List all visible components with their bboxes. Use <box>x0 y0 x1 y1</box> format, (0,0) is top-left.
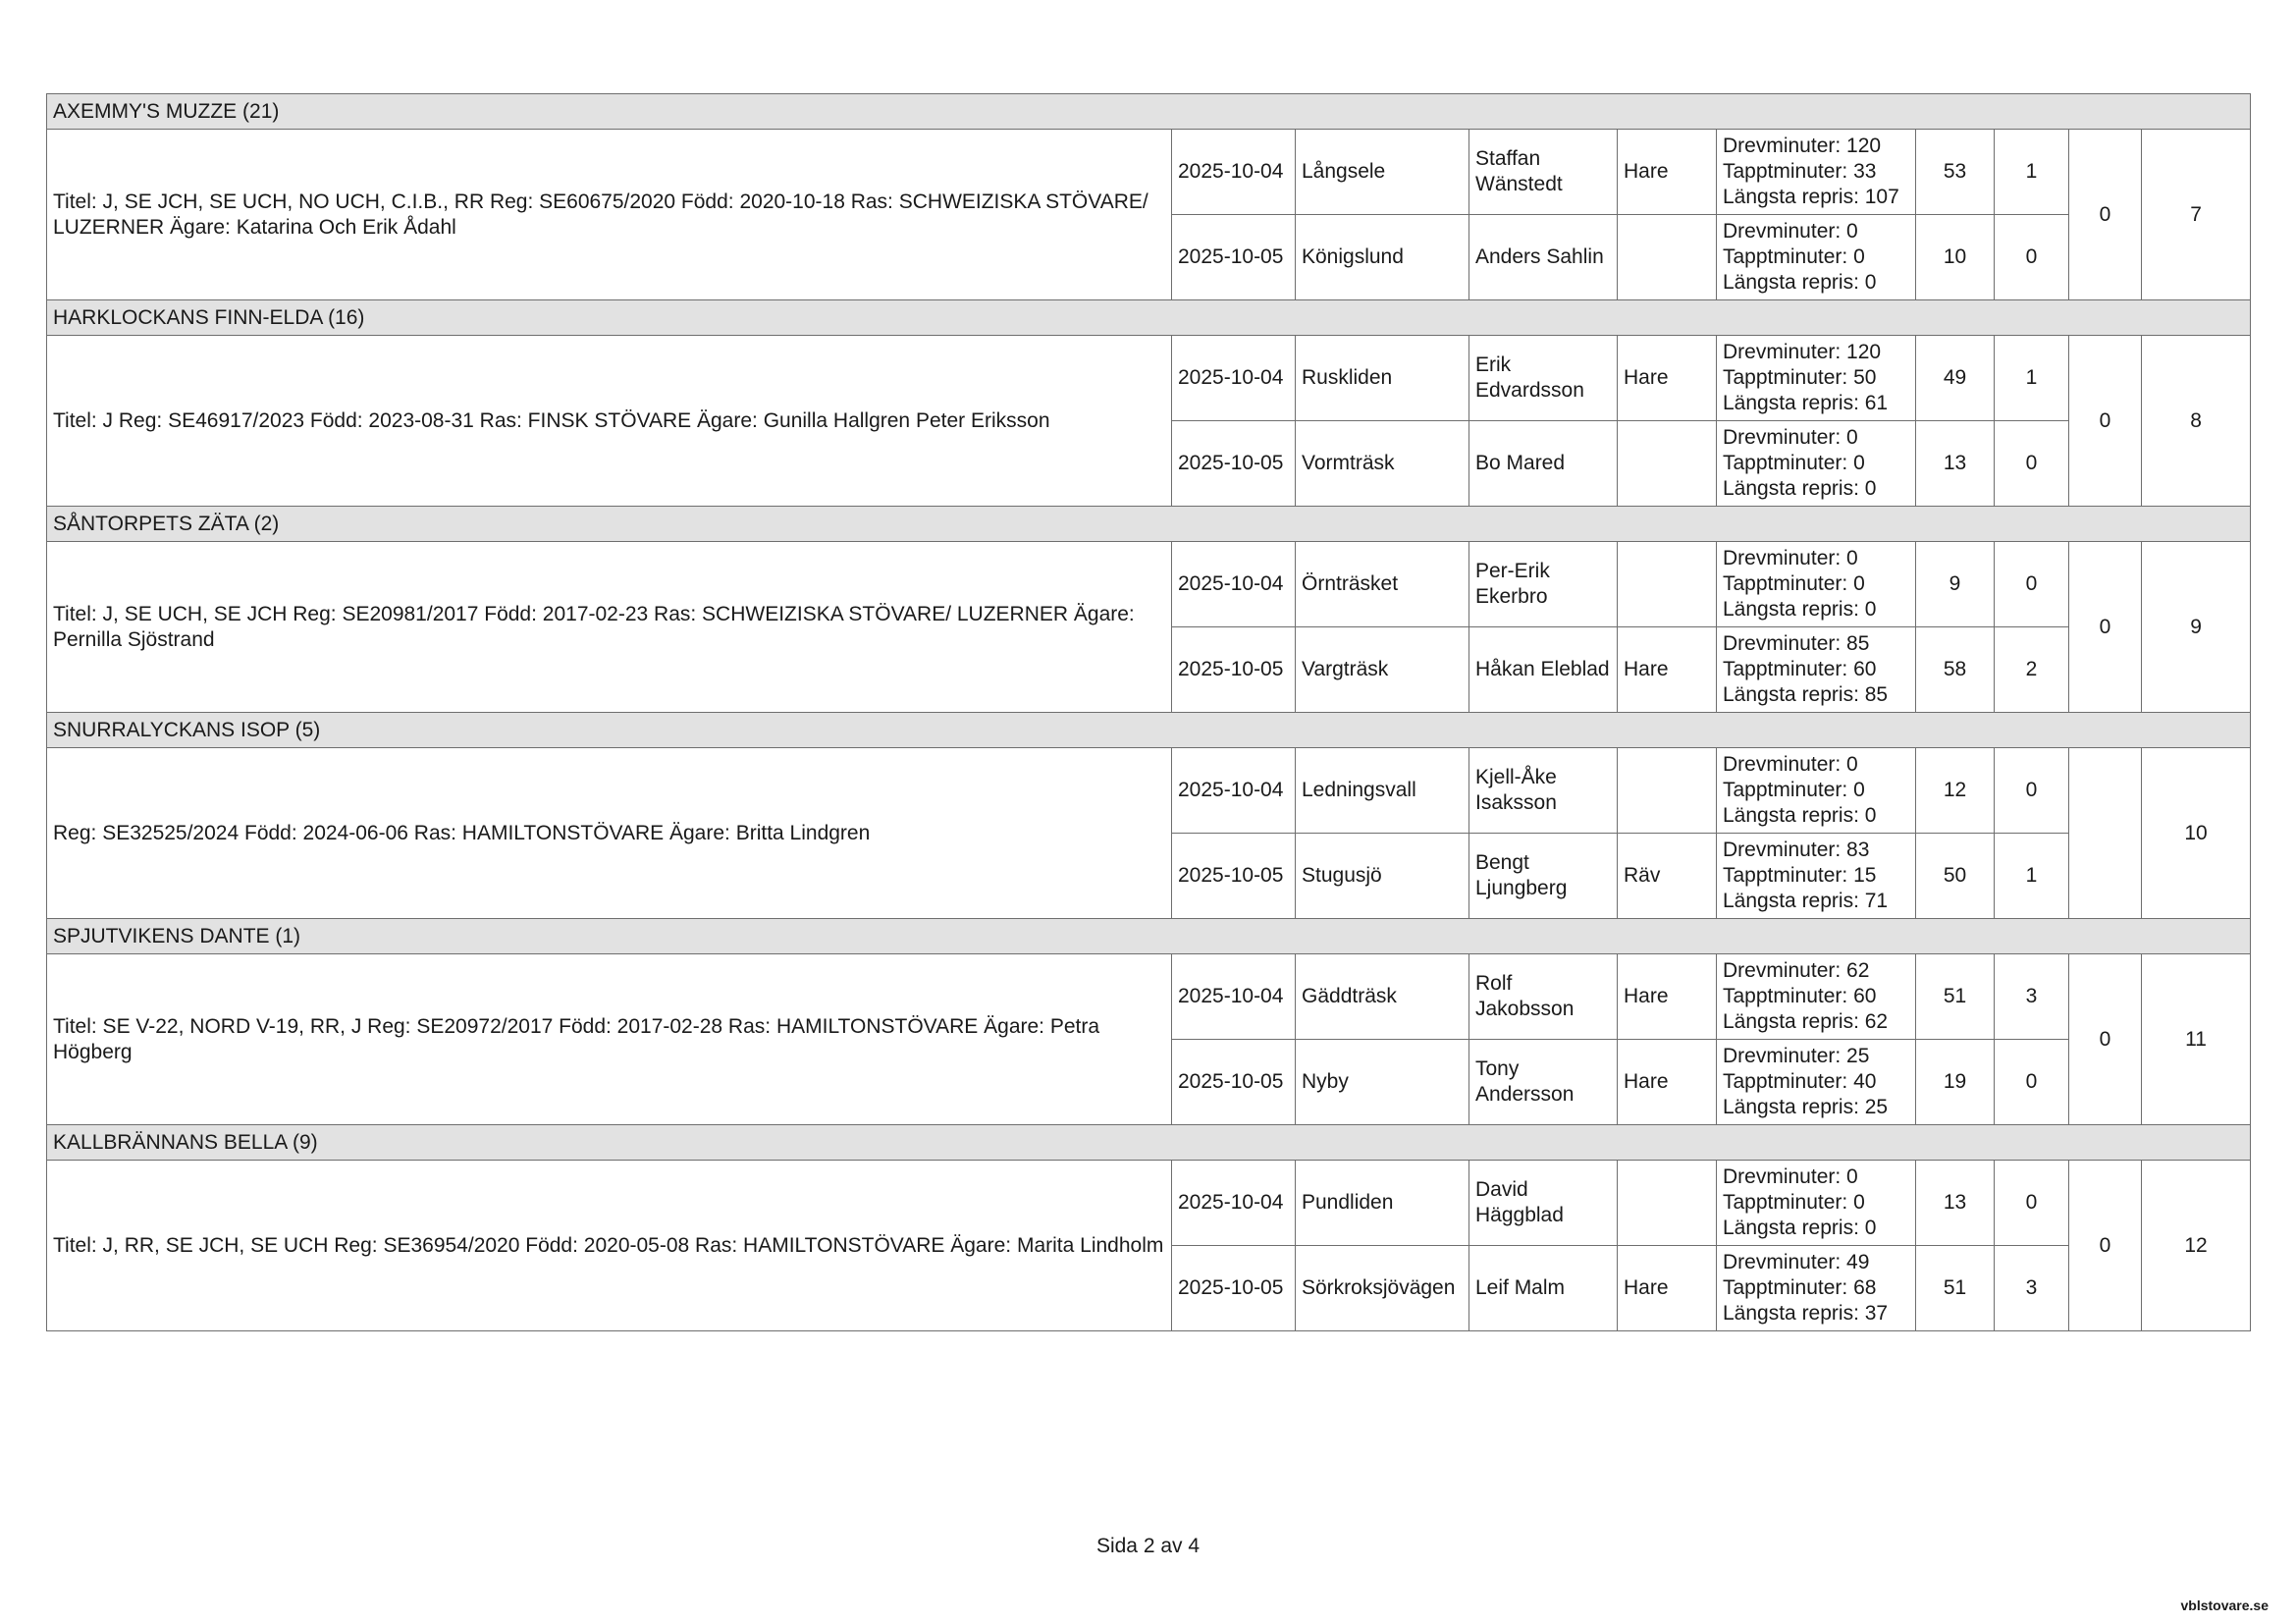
trial-game: Hare <box>1618 627 1717 713</box>
stat-repris: Längsta repris: 0 <box>1723 1217 1877 1239</box>
dog-info: Titel: SE V-22, NORD V-19, RR, J Reg: SE20972/2017 Född: 2017-02-28 Ras: HAMILTONSTÖVARE Ägare: Petra Högberg <box>47 954 1172 1125</box>
trial-judge: Tony Andersson <box>1469 1040 1618 1125</box>
dog-name: SNURRALYCKANS ISOP (5) <box>47 713 2251 748</box>
trial-row <box>47 1161 2251 1246</box>
trial-game: Hare <box>1618 130 1717 215</box>
dog-name: HARKLOCKANS FINN-ELDA (16) <box>47 300 2251 336</box>
dog-name: SPJUTVIKENS DANTE (1) <box>47 919 2251 954</box>
stat-drev: Drevminuter: 0 <box>1723 426 1858 449</box>
stat-repris: Längsta repris: 25 <box>1723 1096 1889 1118</box>
trial-points: 9 <box>1916 542 1995 627</box>
stat-tappt: Tapptminuter: 50 <box>1723 366 1877 389</box>
stat-drev: Drevminuter: 120 <box>1723 341 1882 363</box>
trial-game <box>1618 215 1717 300</box>
trial-game: Hare <box>1618 1040 1717 1125</box>
trial-place: Nyby <box>1296 1040 1469 1125</box>
trial-prize: 0 <box>1995 215 2069 300</box>
dog-col-b: 10 <box>2142 748 2251 919</box>
trial-place: Ledningsvall <box>1296 748 1469 834</box>
trial-date: 2025-10-05 <box>1172 1246 1296 1331</box>
trial-game <box>1618 421 1717 507</box>
trial-points: 50 <box>1916 834 1995 919</box>
stat-drev: Drevminuter: 0 <box>1723 547 1858 569</box>
trial-place: Königslund <box>1296 215 1469 300</box>
dog-name: KALLBRÄNNANS BELLA (9) <box>47 1125 2251 1161</box>
stat-drev: Drevminuter: 0 <box>1723 220 1858 243</box>
trial-row <box>47 954 2251 1040</box>
dog-col-a: 0 <box>2069 336 2142 507</box>
dog-col-a: 0 <box>2069 1161 2142 1331</box>
trial-stats <box>1717 954 1916 1040</box>
trial-stats <box>1717 627 1916 713</box>
stat-tappt: Tapptminuter: 60 <box>1723 985 1877 1007</box>
dog-info: Titel: J, SE JCH, SE UCH, NO UCH, C.I.B., RR Reg: SE60675/2020 Född: 2020-10-18 Ras: SCHWEIZISKA STÖVARE/ LUZERNER Ägare: Katarina Och Erik Ådahl <box>47 130 1172 300</box>
dog-info: Titel: J, RR, SE JCH, SE UCH Reg: SE36954/2020 Född: 2020-05-08 Ras: HAMILTONSTÖVARE Ägare: Marita Lindholm <box>47 1161 1172 1331</box>
trial-stats <box>1717 1040 1916 1125</box>
stat-tappt: Tapptminuter: 0 <box>1723 245 1865 268</box>
dog-col-a: 0 <box>2069 542 2142 713</box>
dog-header-row <box>47 1125 2251 1161</box>
trial-judge: Staffan Wänstedt <box>1469 130 1618 215</box>
stat-tappt: Tapptminuter: 60 <box>1723 658 1877 680</box>
stat-repris: Längsta repris: 0 <box>1723 477 1877 500</box>
trial-date: 2025-10-05 <box>1172 1040 1296 1125</box>
trial-row <box>47 542 2251 627</box>
stat-tappt: Tapptminuter: 15 <box>1723 864 1877 887</box>
trial-prize: 0 <box>1995 1040 2069 1125</box>
stat-repris: Längsta repris: 71 <box>1723 890 1889 912</box>
trial-points: 51 <box>1916 1246 1995 1331</box>
trial-points: 13 <box>1916 421 1995 507</box>
trial-stats <box>1717 130 1916 215</box>
dog-header-row <box>47 713 2251 748</box>
stat-drev: Drevminuter: 25 <box>1723 1045 1870 1067</box>
trial-points: 12 <box>1916 748 1995 834</box>
trial-judge: Håkan Eleblad <box>1469 627 1618 713</box>
dog-col-a: 0 <box>2069 954 2142 1125</box>
dog-header-row <box>47 300 2251 336</box>
stat-repris: Längsta repris: 0 <box>1723 271 1877 294</box>
stat-repris: Längsta repris: 62 <box>1723 1010 1889 1033</box>
trial-row <box>47 336 2251 421</box>
trial-date: 2025-10-04 <box>1172 748 1296 834</box>
trial-prize: 2 <box>1995 627 2069 713</box>
trial-prize: 1 <box>1995 834 2069 919</box>
trial-date: 2025-10-04 <box>1172 542 1296 627</box>
trial-place: Gäddträsk <box>1296 954 1469 1040</box>
trial-date: 2025-10-04 <box>1172 130 1296 215</box>
dog-header-row <box>47 919 2251 954</box>
trial-stats <box>1717 1161 1916 1246</box>
trial-points: 10 <box>1916 215 1995 300</box>
trial-judge: David Häggblad <box>1469 1161 1618 1246</box>
trial-stats <box>1717 336 1916 421</box>
trial-game: Hare <box>1618 336 1717 421</box>
stat-drev: Drevminuter: 120 <box>1723 135 1882 157</box>
stat-drev: Drevminuter: 0 <box>1723 753 1858 776</box>
trial-place: Vormträsk <box>1296 421 1469 507</box>
stat-repris: Längsta repris: 0 <box>1723 598 1877 621</box>
dog-header-row <box>47 507 2251 542</box>
trial-date: 2025-10-04 <box>1172 1161 1296 1246</box>
trial-judge: Anders Sahlin <box>1469 215 1618 300</box>
stat-drev: Drevminuter: 62 <box>1723 959 1870 982</box>
trial-date: 2025-10-05 <box>1172 421 1296 507</box>
results-table <box>46 93 2251 1331</box>
dog-col-a: 0 <box>2069 130 2142 300</box>
dog-name: AXEMMY'S MUZZE (21) <box>47 94 2251 130</box>
trial-points: 49 <box>1916 336 1995 421</box>
trial-date: 2025-10-05 <box>1172 627 1296 713</box>
trial-game <box>1618 1161 1717 1246</box>
trial-points: 13 <box>1916 1161 1995 1246</box>
trial-judge: Bengt Ljungberg <box>1469 834 1618 919</box>
stat-tappt: Tapptminuter: 0 <box>1723 452 1865 474</box>
trial-place: Pundliden <box>1296 1161 1469 1246</box>
trial-points: 53 <box>1916 130 1995 215</box>
stat-tappt: Tapptminuter: 68 <box>1723 1276 1877 1299</box>
stat-repris: Längsta repris: 61 <box>1723 392 1889 414</box>
dog-name: SÅNTORPETS ZÄTA (2) <box>47 507 2251 542</box>
stat-tappt: Tapptminuter: 33 <box>1723 160 1877 183</box>
trial-judge: Bo Mared <box>1469 421 1618 507</box>
trial-date: 2025-10-05 <box>1172 215 1296 300</box>
trial-judge: Kjell-Åke Isaksson <box>1469 748 1618 834</box>
stat-drev: Drevminuter: 85 <box>1723 632 1870 655</box>
trial-place: Örnträsket <box>1296 542 1469 627</box>
dog-col-b: 8 <box>2142 336 2251 507</box>
trial-place: Långsele <box>1296 130 1469 215</box>
stat-drev: Drevminuter: 0 <box>1723 1165 1858 1188</box>
trial-judge: Leif Malm <box>1469 1246 1618 1331</box>
trial-stats <box>1717 215 1916 300</box>
trial-game: Räv <box>1618 834 1717 919</box>
trial-game: Hare <box>1618 1246 1717 1331</box>
trial-points: 51 <box>1916 954 1995 1040</box>
stat-drev: Drevminuter: 49 <box>1723 1251 1870 1273</box>
stat-repris: Längsta repris: 107 <box>1723 186 1899 208</box>
trial-date: 2025-10-04 <box>1172 336 1296 421</box>
trial-stats <box>1717 542 1916 627</box>
trial-place: Ruskliden <box>1296 336 1469 421</box>
stat-tappt: Tapptminuter: 0 <box>1723 779 1865 801</box>
trial-stats <box>1717 1246 1916 1331</box>
trial-prize: 0 <box>1995 542 2069 627</box>
trial-prize: 1 <box>1995 130 2069 215</box>
stat-repris: Längsta repris: 0 <box>1723 804 1877 827</box>
page-number: Sida 2 av 4 <box>1095 1535 1201 1557</box>
stat-repris: Längsta repris: 37 <box>1723 1302 1889 1325</box>
trial-prize: 0 <box>1995 1161 2069 1246</box>
trial-judge: Per-Erik Ekerbro <box>1469 542 1618 627</box>
trial-prize: 1 <box>1995 336 2069 421</box>
dog-col-b: 7 <box>2142 130 2251 300</box>
trial-prize: 0 <box>1995 748 2069 834</box>
dog-info: Reg: SE32525/2024 Född: 2024-06-06 Ras: HAMILTONSTÖVARE Ägare: Britta Lindgren <box>47 748 1172 919</box>
trial-place: Sörkroksjövägen <box>1296 1246 1469 1331</box>
trial-place: Stugusjö <box>1296 834 1469 919</box>
dog-col-b: 12 <box>2142 1161 2251 1331</box>
trial-row <box>47 130 2251 215</box>
trial-prize: 0 <box>1995 421 2069 507</box>
trial-row <box>47 748 2251 834</box>
stat-tappt: Tapptminuter: 0 <box>1723 1191 1865 1214</box>
stat-tappt: Tapptminuter: 40 <box>1723 1070 1877 1093</box>
trial-stats <box>1717 834 1916 919</box>
dog-col-a <box>2069 748 2142 919</box>
dog-col-b: 9 <box>2142 542 2251 713</box>
trial-prize: 3 <box>1995 1246 2069 1331</box>
trial-prize: 3 <box>1995 954 2069 1040</box>
stat-tappt: Tapptminuter: 0 <box>1723 572 1865 595</box>
trial-date: 2025-10-05 <box>1172 834 1296 919</box>
trial-points: 19 <box>1916 1040 1995 1125</box>
trial-game <box>1618 748 1717 834</box>
results-body <box>47 94 2251 1331</box>
dog-header-row <box>47 94 2251 130</box>
trial-judge: Rolf Jakobsson <box>1469 954 1618 1040</box>
trial-game <box>1618 542 1717 627</box>
stat-repris: Längsta repris: 85 <box>1723 683 1889 706</box>
trial-date: 2025-10-04 <box>1172 954 1296 1040</box>
dog-info: Titel: J, SE UCH, SE JCH Reg: SE20981/2017 Född: 2017-02-23 Ras: SCHWEIZISKA STÖVARE/ LUZERNER Ägare: Pernilla Sjöstrand <box>47 542 1172 713</box>
trial-stats <box>1717 748 1916 834</box>
stat-drev: Drevminuter: 83 <box>1723 839 1870 861</box>
trial-points: 58 <box>1916 627 1995 713</box>
trial-game: Hare <box>1618 954 1717 1040</box>
trial-judge: Erik Edvardsson <box>1469 336 1618 421</box>
dog-col-b: 11 <box>2142 954 2251 1125</box>
trial-place: Vargträsk <box>1296 627 1469 713</box>
site-watermark: vblstovare.se <box>2180 1597 2269 1613</box>
trial-stats <box>1717 421 1916 507</box>
dog-info: Titel: J Reg: SE46917/2023 Född: 2023-08-31 Ras: FINSK STÖVARE Ägare: Gunilla Hallgren Peter Eriksson <box>47 336 1172 507</box>
